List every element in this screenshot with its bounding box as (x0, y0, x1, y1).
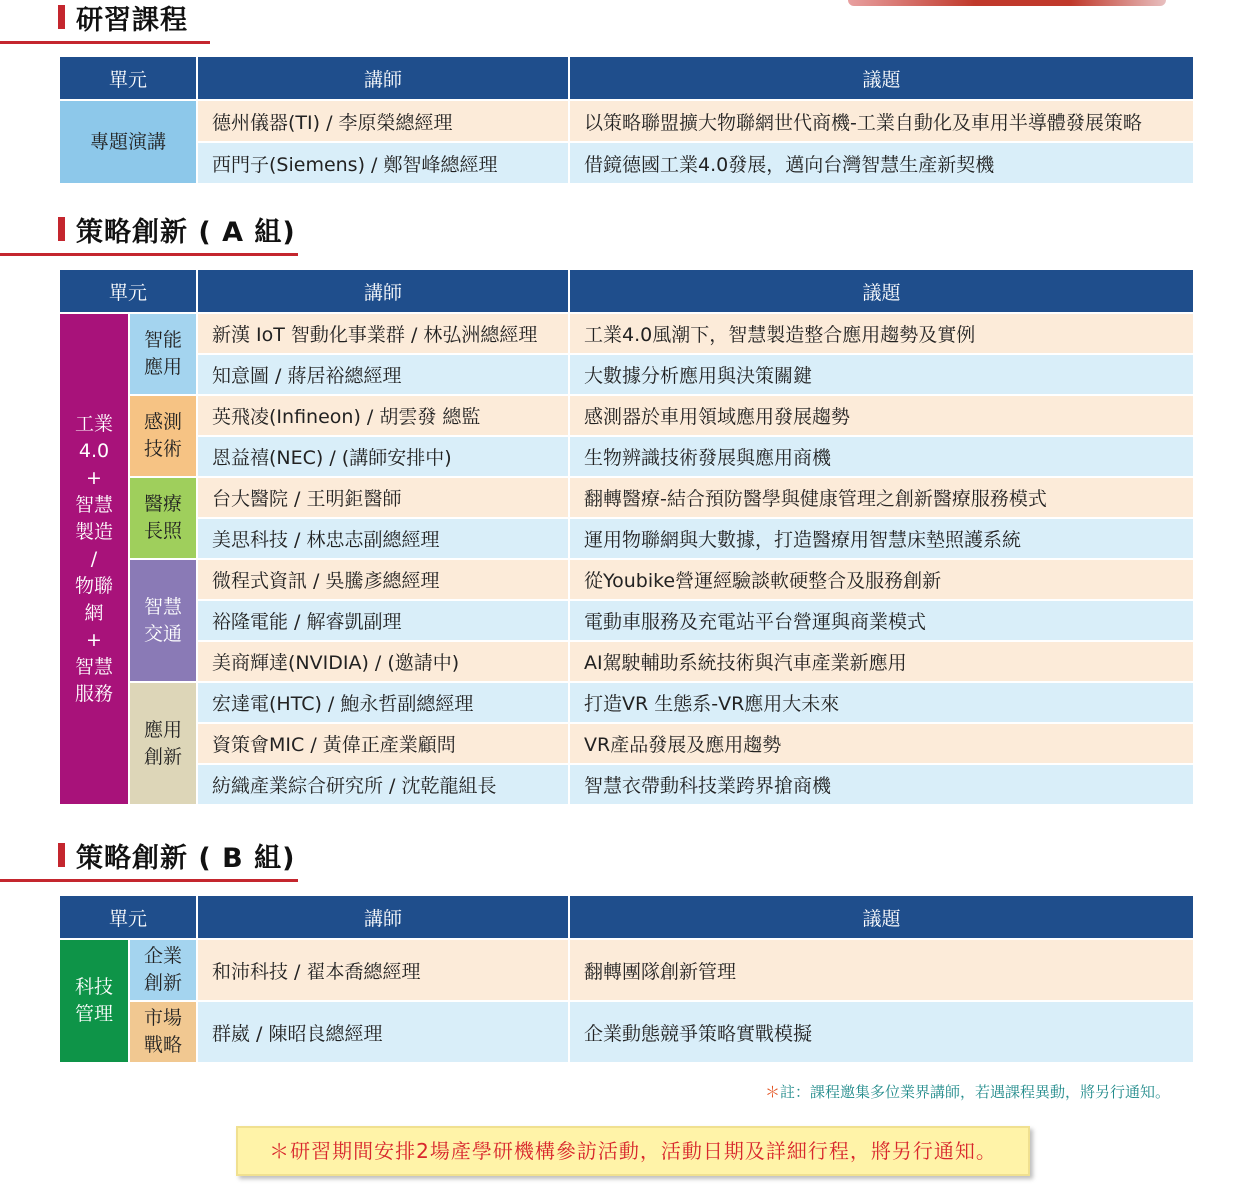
title-bar-icon (58, 217, 65, 241)
group-a-table (58, 268, 1195, 806)
lecturer-cell: 知意圖 / 蔣居裕總經理 (198, 355, 568, 394)
topic-cell: 電動車服務及充電站平台營運與商業模式 (570, 601, 1193, 640)
section-title-group-b: 策略創新 ( B 組) (0, 838, 298, 882)
group-smart-transport: 智慧 交通 (130, 560, 196, 681)
group-b-table (58, 894, 1195, 1064)
lecturer-cell: 和沛科技 / 翟本喬總經理 (198, 940, 568, 1000)
course-note: ＊註：課程邀集多位業界講師，若遇課程異動，將另行通知。 (764, 1083, 1170, 1101)
lecturer-cell: 美思科技 / 林忠志副總經理 (198, 519, 568, 558)
seminar-table (58, 55, 1195, 185)
asterisk-icon: ＊ (764, 1083, 780, 1101)
group-smart-application: 智能 應用 (130, 314, 196, 394)
lecturer-cell: 英飛凌(Infineon) / 胡雲發 總監 (198, 396, 568, 435)
header-unit: 單元 (60, 270, 196, 312)
unit-cell-industry: 工業 4.0 + 智慧 製造 / 物聯 網 + 智慧 服務 (60, 314, 128, 804)
topic-cell: 翻轉醫療-結合預防醫學與健康管理之創新醫療服務模式 (570, 478, 1193, 517)
section-title-seminar: 研習課程 (0, 0, 210, 44)
lecturer-cell: 台大醫院 / 王明鉅醫師 (198, 478, 568, 517)
topic-cell: 借鏡德國工業4.0發展，邁向台灣智慧生產新契機 (570, 143, 1193, 183)
unit-cell-tech-management: 科技 管理 (60, 940, 128, 1062)
header-topic: 議題 (570, 270, 1193, 312)
lecturer-cell: 群崴 / 陳昭良總經理 (198, 1002, 568, 1062)
topic-cell: 生物辨識技術發展與應用商機 (570, 437, 1193, 476)
header-unit: 單元 (60, 896, 196, 938)
topic-cell: 大數據分析應用與決策關鍵 (570, 355, 1193, 394)
topic-cell: 感測器於車用領域應用發展趨勢 (570, 396, 1193, 435)
group-medical-care: 醫療 長照 (130, 478, 196, 558)
lecturer-cell: 宏達電(HTC) / 鮑永哲副總經理 (198, 683, 568, 722)
group-sensing-tech: 感測 技術 (130, 396, 196, 476)
header-topic: 議題 (570, 57, 1193, 99)
lecturer-cell: 西門子(Siemens) / 鄭智峰總經理 (198, 143, 568, 183)
group-market-strategy: 市場 戰略 (130, 1002, 196, 1062)
header-lecturer: 講師 (198, 896, 568, 938)
lecturer-cell: 新漢 IoT 智動化事業群 / 林弘洲總經理 (198, 314, 568, 353)
section-title-group-a: 策略創新 ( A 組) (0, 212, 298, 256)
lecturer-cell: 恩益禧(NEC) / (講師安排中) (198, 437, 568, 476)
lecturer-cell: 裕隆電能 / 解睿凱副理 (198, 601, 568, 640)
topic-cell: 企業動態競爭策略實戰模擬 (570, 1002, 1193, 1062)
topic-cell: 運用物聯網與大數據，打造醫療用智慧床墊照護系統 (570, 519, 1193, 558)
lecturer-cell: 紡織產業綜合研究所 / 沈乾龍組長 (198, 765, 568, 804)
top-decoration (848, 0, 1166, 6)
lecturer-cell: 德州儀器(TI) / 李原榮總經理 (198, 101, 568, 141)
topic-cell: 智慧衣帶動科技業跨界搶商機 (570, 765, 1193, 804)
unit-cell: 專題演講 (60, 101, 196, 183)
topic-cell: 工業4.0風潮下，智慧製造整合應用趨勢及實例 (570, 314, 1193, 353)
lecturer-cell: 微程式資訊 / 吳騰彥總經理 (198, 560, 568, 599)
title-bar-icon (58, 843, 65, 867)
visit-banner: ＊研習期間安排2場產學研機構參訪活動，活動日期及詳細行程，將另行通知。 (236, 1126, 1030, 1176)
topic-cell: AI駕駛輔助系統技術與汽車產業新應用 (570, 642, 1193, 681)
lecturer-cell: 資策會MIC / 黃偉正產業顧問 (198, 724, 568, 763)
header-unit: 單元 (60, 57, 196, 99)
title-bar-icon (58, 5, 65, 29)
group-app-innovation: 應用 創新 (130, 683, 196, 804)
topic-cell: VR產品發展及應用趨勢 (570, 724, 1193, 763)
topic-cell: 從Youbike營運經驗談軟硬整合及服務創新 (570, 560, 1193, 599)
header-lecturer: 講師 (198, 57, 568, 99)
topic-cell: 以策略聯盟擴大物聯網世代商機-工業自動化及車用半導體發展策略 (570, 101, 1193, 141)
header-topic: 議題 (570, 896, 1193, 938)
topic-cell: 打造VR 生態系-VR應用大未來 (570, 683, 1193, 722)
group-enterprise-innovation: 企業 創新 (130, 940, 196, 1000)
header-lecturer: 講師 (198, 270, 568, 312)
lecturer-cell: 美商輝達(NVIDIA) / (邀請中) (198, 642, 568, 681)
topic-cell: 翻轉團隊創新管理 (570, 940, 1193, 1000)
